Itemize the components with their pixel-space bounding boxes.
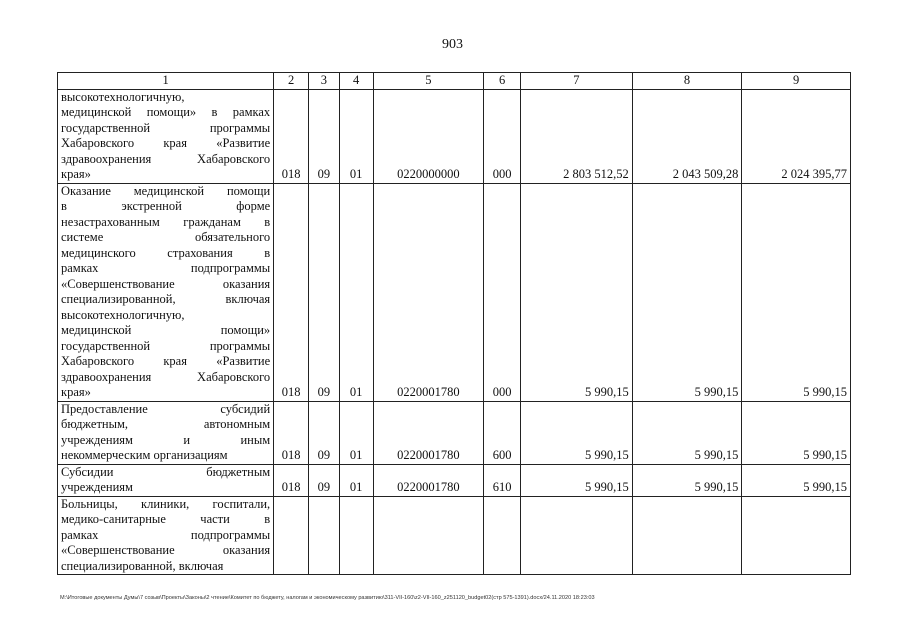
- table-row: [58, 464, 851, 496]
- column-header: 4: [339, 73, 373, 90]
- amount-col7: 5 990,15: [521, 183, 633, 401]
- section-code: 09: [309, 401, 340, 464]
- page-number: 903: [442, 37, 463, 52]
- amount-col8: [632, 496, 742, 575]
- description-line: высокотехнологичную,: [61, 89, 185, 104]
- column-header: 1: [58, 73, 274, 90]
- expense-type-code: 000: [484, 183, 521, 401]
- subsection-code: 01: [339, 183, 373, 401]
- amount-col9: [742, 496, 851, 575]
- description-line: бюджетным, автономным: [61, 417, 271, 431]
- description-line: государственной программы: [61, 338, 271, 353]
- description-line: Хабаровского края «Развитие: [61, 354, 271, 368]
- amount-col9: 5 990,15: [742, 183, 851, 401]
- description-line: края»: [61, 385, 91, 399]
- amount-col8: 5 990,15: [632, 401, 742, 464]
- column-header: 8: [632, 73, 742, 90]
- description-line: некоммерческим организациям: [61, 448, 228, 462]
- row-description: [58, 401, 274, 464]
- description-line: Субсидии бюджетным: [61, 464, 271, 479]
- column-header: 6: [484, 73, 521, 90]
- table-row: [58, 89, 851, 183]
- expense-type-code: 000: [484, 89, 521, 183]
- document-footer-path: M:\Итоговые документы Думы\7 созыв\Проекты\Законы\2 чтение\Комитет по бюджету, налогам и экономическому развитию\311-VII-160\z2-VII-160_z251120_budget02(стр 575-1391).docx/24.11.2020 18:23:03: [60, 595, 595, 601]
- amount-col9: 5 990,15: [742, 401, 851, 464]
- expense-type-code: [484, 496, 521, 575]
- description-line: учреждениям: [61, 480, 133, 494]
- table-row: [58, 496, 851, 575]
- description-line: высокотехнологичную,: [61, 307, 185, 322]
- column-header: 7: [521, 73, 633, 90]
- description-line: системе обязательного: [61, 230, 271, 244]
- description-line: здравоохранения Хабаровского: [61, 151, 271, 166]
- description-line: учреждениям и иным: [61, 432, 271, 447]
- description-line: «Совершенствование оказания: [61, 543, 271, 557]
- section-code: 09: [309, 183, 340, 401]
- section-code: [309, 496, 340, 575]
- description-line: Хабаровского края «Развитие: [61, 136, 271, 150]
- description-line: государственной программы: [61, 120, 271, 135]
- subsection-code: 01: [339, 401, 373, 464]
- amount-col8: 5 990,15: [632, 183, 742, 401]
- amount-col7: 2 803 512,52: [521, 89, 633, 183]
- budget-table: [57, 72, 851, 575]
- table-row: [58, 401, 851, 464]
- row-description: [58, 496, 274, 575]
- section-code: 09: [309, 89, 340, 183]
- expense-type-code: 600: [484, 401, 521, 464]
- row-description: [58, 183, 274, 401]
- target-article-code: 0220001780: [373, 464, 484, 496]
- ministry-code: 018: [274, 401, 309, 464]
- description-line: незастрахованным гражданам в: [61, 214, 271, 229]
- amount-col9: 2 024 395,77: [742, 89, 851, 183]
- description-line: Предоставление субсидий: [61, 401, 271, 416]
- amount-col7: 5 990,15: [521, 401, 633, 464]
- description-line: края»: [61, 167, 91, 181]
- section-code: 09: [309, 464, 340, 496]
- description-line: рамках подпрограммы: [61, 261, 271, 275]
- header-row: [58, 73, 851, 90]
- amount-col9: 5 990,15: [742, 464, 851, 496]
- description-line: медицинской помощи» в рамках: [61, 105, 271, 119]
- table-row: [58, 183, 851, 401]
- ministry-code: 018: [274, 183, 309, 401]
- subsection-code: 01: [339, 464, 373, 496]
- target-article-code: 0220001780: [373, 401, 484, 464]
- description-line: специализированной, включая: [61, 558, 224, 573]
- target-article-code: [373, 496, 484, 575]
- subsection-code: 01: [339, 89, 373, 183]
- description-line: медицинской помощи»: [61, 323, 271, 337]
- description-line: «Совершенствование оказания: [61, 276, 271, 291]
- row-description: [58, 464, 274, 496]
- amount-col7: [521, 496, 633, 575]
- description-line: Оказание медицинской помощи: [61, 183, 271, 198]
- description-line: медицинского страхования в: [61, 245, 271, 260]
- amount-col7: 5 990,15: [521, 464, 633, 496]
- amount-col8: 5 990,15: [632, 464, 742, 496]
- column-header: 9: [742, 73, 851, 90]
- target-article-code: 0220001780: [373, 183, 484, 401]
- description-line: специализированной, включая: [61, 292, 271, 306]
- description-line: рамках подпрограммы: [61, 527, 271, 542]
- description-line: здравоохранения Хабаровского: [61, 369, 271, 384]
- description-line: Больницы, клиники, госпитали,: [61, 496, 271, 511]
- subsection-code: [339, 496, 373, 575]
- column-header: 3: [309, 73, 340, 90]
- ministry-code: 018: [274, 89, 309, 183]
- column-header: 2: [274, 73, 309, 90]
- description-line: в экстренной форме: [61, 199, 271, 213]
- expense-type-code: 610: [484, 464, 521, 496]
- column-header: 5: [373, 73, 484, 90]
- ministry-code: 018: [274, 464, 309, 496]
- target-article-code: 0220000000: [373, 89, 484, 183]
- amount-col8: 2 043 509,28: [632, 89, 742, 183]
- ministry-code: [274, 496, 309, 575]
- description-line: медико-санитарные части в: [61, 512, 271, 526]
- row-description: [58, 89, 274, 183]
